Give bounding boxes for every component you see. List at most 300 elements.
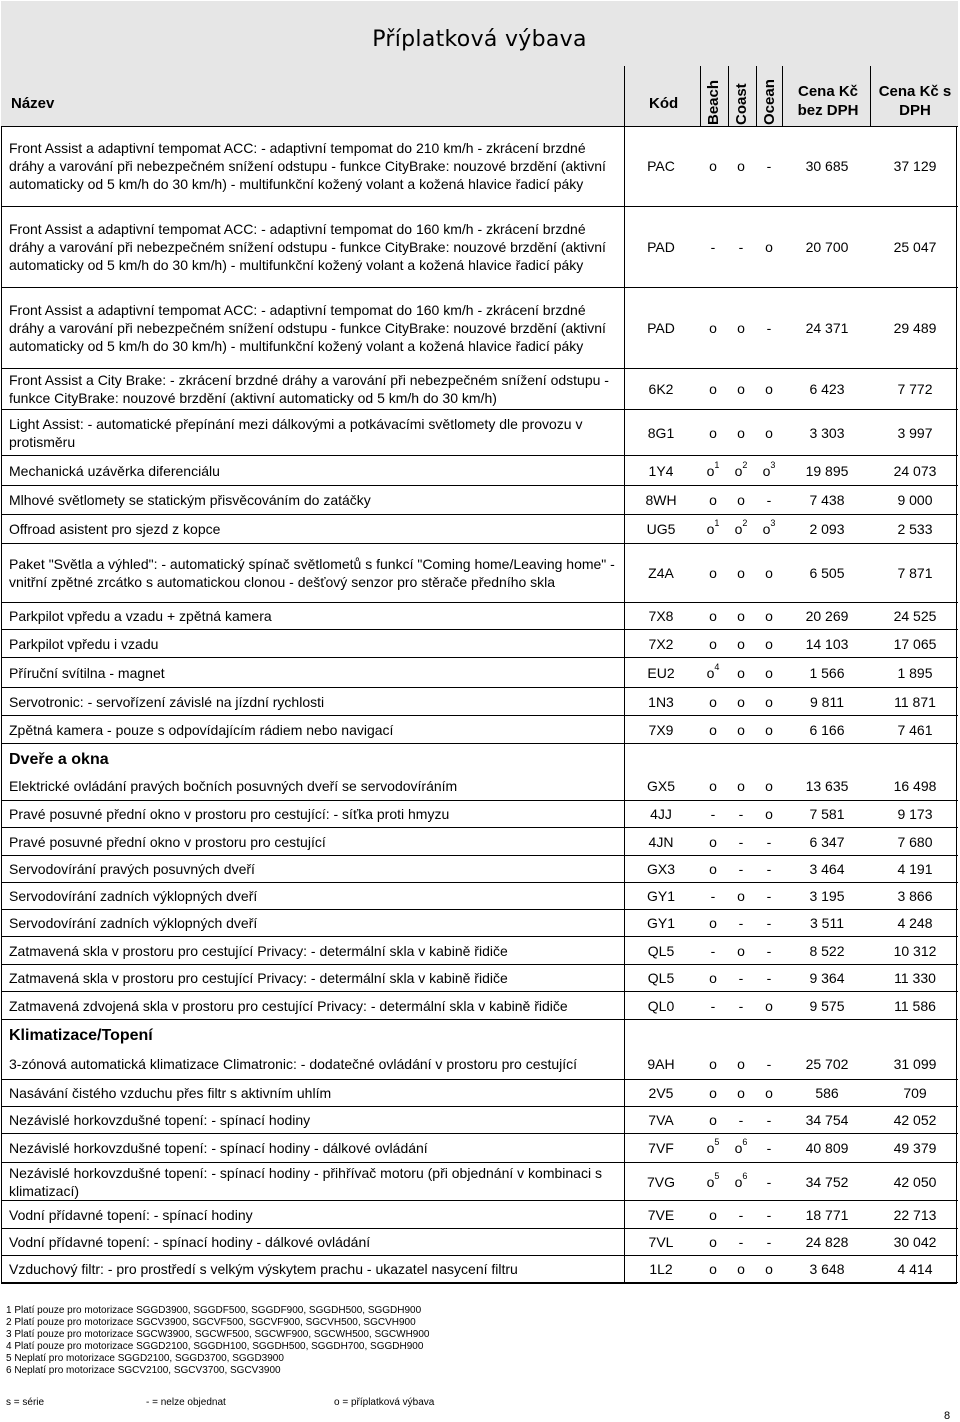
- price-net: [783, 970, 871, 986]
- option-code-text: 7VE: [647, 1206, 675, 1223]
- section-heading-label: Dveře a okna: [9, 751, 109, 768]
- ocean-availability: [757, 425, 781, 441]
- price-gross: [873, 722, 957, 738]
- option-code: [623, 722, 699, 738]
- price-net: [783, 239, 871, 255]
- table-row: [1, 856, 958, 883]
- coast-availability-text: -: [738, 861, 744, 877]
- table-row: [1, 207, 958, 288]
- price-gross-text: 31 099: [893, 1055, 937, 1072]
- coast-availability: [729, 1112, 753, 1128]
- option-code-text: 1Y4: [648, 462, 674, 479]
- beach-availability: [701, 998, 725, 1014]
- option-code-text: QL0: [647, 997, 675, 1014]
- option-code: [623, 1085, 699, 1101]
- header-price-gross: Cena Kč s DPH: [878, 83, 952, 119]
- beach-availability: [701, 694, 725, 710]
- ocean-availability-text: o: [765, 693, 773, 710]
- price-net: [783, 320, 871, 336]
- beach-availability-text: o: [709, 565, 717, 581]
- coast-availability-text: o: [734, 1173, 743, 1190]
- beach-availability: [701, 459, 725, 479]
- option-name-text: Vzduchový filtr: - pro prostředí s velkým výskytem prachu - ukazatel nasycení filtru: [9, 1261, 518, 1277]
- price-net-text: 586: [815, 1085, 839, 1101]
- option-name: [9, 491, 619, 509]
- table-row: [1, 1229, 958, 1256]
- price-gross-text: 42 052: [893, 1112, 937, 1128]
- option-name-text: Servotronic: - servořízení závislé na jízdní rychlosti: [9, 693, 325, 710]
- coast-availability-text: -: [738, 833, 744, 850]
- price-net-text: 2 093: [809, 521, 845, 537]
- option-name: [9, 555, 619, 591]
- ocean-availability-text: o: [765, 997, 773, 1014]
- price-net-text: 7 438: [809, 492, 845, 508]
- coast-availability: [729, 158, 753, 174]
- coast-availability: [729, 1207, 753, 1223]
- beach-availability-text: o: [709, 1112, 717, 1128]
- coast-availability: [729, 1085, 753, 1101]
- price-net-text: 9 811: [810, 693, 844, 710]
- table-row: [1, 828, 958, 856]
- ocean-availability-text: -: [766, 1234, 772, 1250]
- ocean-availability: [757, 381, 781, 397]
- footnotes: [6, 1305, 429, 1377]
- option-name: [9, 887, 619, 905]
- option-name-text: Light Assist: - automatické přepínání mezi dálkovými a potkávacími světlomety dle provozu v protisměru: [9, 415, 583, 450]
- price-net: [783, 1207, 871, 1223]
- coast-availability: [729, 998, 753, 1014]
- price-gross: [873, 608, 957, 624]
- option-code: [623, 320, 699, 336]
- table-row: [1, 688, 958, 716]
- table-row: [1, 1048, 958, 1080]
- option-name-text: Pravé posuvné přední okno v prostoru pro cestující: - síťka proti hmyzu: [9, 806, 450, 822]
- option-name: [9, 914, 619, 932]
- beach-availability: [701, 834, 725, 850]
- beach-availability-text: o: [709, 778, 717, 794]
- table-row: [1, 883, 958, 910]
- ocean-availability: [757, 665, 781, 681]
- option-name-text: Nezávislé horkovzdušné topení: - spínací hodiny - dálkové ovládání: [9, 1140, 428, 1156]
- ocean-availability: [757, 943, 781, 959]
- table-row: [1, 515, 958, 544]
- header-ocean: Ocean: [761, 79, 778, 125]
- table-row: [1, 288, 958, 369]
- option-name-text: Servodovírání zadních výklopných dveří: [9, 915, 258, 931]
- footnote-ref: 3: [770, 518, 776, 528]
- beach-availability-text: o: [709, 1261, 717, 1277]
- price-gross-text: 29 489: [893, 320, 937, 336]
- option-name: [9, 1055, 619, 1073]
- ocean-availability: [757, 1174, 781, 1190]
- price-gross-text: 17 065: [893, 635, 937, 652]
- coast-availability: [729, 239, 753, 255]
- page-number: 8: [944, 1410, 951, 1422]
- table-row: [1, 965, 958, 992]
- beach-availability: [701, 1261, 725, 1277]
- option-name-text: Pravé posuvné přední okno v prostoru pro cestující: [9, 833, 326, 850]
- price-gross: [873, 665, 957, 681]
- beach-availability-text: o: [706, 462, 715, 479]
- coast-availability-text: o: [737, 693, 745, 710]
- table-row: [1, 992, 958, 1020]
- price-net: [783, 381, 871, 397]
- option-code-text: Z4A: [648, 565, 674, 581]
- price-net-text: 20 269: [805, 608, 849, 624]
- beach-availability: [701, 239, 725, 255]
- price-net: [783, 565, 871, 581]
- footnote: 4 Platí pouze pro motorizace SGGD2100, SGGDH100, SGGDH500, SGGDH700, SGGDH900: [6, 1341, 424, 1352]
- price-gross: [873, 381, 957, 397]
- option-code-text: PAC: [647, 158, 675, 174]
- coast-availability-text: o: [734, 462, 743, 479]
- price-gross: [873, 1085, 957, 1101]
- table-row: [1, 486, 958, 515]
- coast-availability-text: o: [734, 1140, 743, 1156]
- price-gross-text: 24 525: [893, 608, 937, 624]
- ocean-availability-text: o: [765, 565, 773, 581]
- coast-availability-text: o: [737, 635, 745, 652]
- column-divider: [700, 66, 701, 126]
- price-net-text: 14 103: [805, 635, 849, 652]
- option-name: [9, 693, 619, 711]
- price-gross: [873, 463, 957, 479]
- beach-availability-text: o: [709, 970, 717, 986]
- header-name: Název: [11, 95, 55, 112]
- ocean-availability: [757, 970, 781, 986]
- option-code: [623, 1112, 699, 1128]
- ocean-availability: [757, 834, 781, 850]
- beach-availability-text: o: [709, 861, 717, 877]
- price-gross-text: 22 713: [893, 1206, 937, 1223]
- ocean-availability: [757, 1056, 781, 1072]
- ocean-availability: [757, 239, 781, 255]
- beach-availability: [701, 492, 725, 508]
- price-net-text: 6 505: [809, 565, 845, 581]
- option-name-text: Mechanická uzávěrka diferenciálu: [9, 462, 220, 479]
- option-name: [9, 942, 619, 960]
- beach-availability: [701, 518, 725, 537]
- coast-availability-text: o: [737, 942, 745, 959]
- ocean-availability: [757, 806, 781, 822]
- coast-availability-text: o: [737, 664, 745, 681]
- price-net: [783, 1112, 871, 1128]
- coast-availability: [729, 1261, 753, 1277]
- price-net: [783, 463, 871, 479]
- option-code: [623, 915, 699, 931]
- beach-availability: [701, 320, 725, 336]
- option-code-text: 4JN: [648, 833, 674, 850]
- price-gross: [873, 1261, 957, 1277]
- option-code: [623, 492, 699, 508]
- table-row: [1, 603, 958, 630]
- price-gross-text: 49 379: [893, 1140, 937, 1156]
- option-code: [623, 888, 699, 904]
- price-net: [783, 834, 871, 850]
- column-divider: [782, 66, 783, 126]
- price-gross: [873, 694, 957, 710]
- option-name: [9, 1233, 619, 1251]
- price-net-text: 1 566: [809, 664, 845, 681]
- option-code-text: 7X2: [648, 635, 674, 652]
- price-net-text: 3 303: [809, 424, 845, 441]
- ocean-availability-text: o: [765, 381, 773, 397]
- beach-availability-text: o: [709, 608, 717, 624]
- option-name-text: Front Assist a adaptivní tempomat ACC: - adaptivní tempomat do 160 km/h - zkrácení brzdné dráhy a varování při nebezpečném snížení odstupu - funkce CityBrake: nouzové brzdění (aktivní automaticky od 5 km/h do 30 km/h) - multifunkční kožený volant a kožená hlavice řadicí páky: [9, 221, 606, 273]
- option-code-text: 9AH: [647, 1055, 675, 1072]
- option-name: [9, 415, 619, 451]
- legend-optional: o = příplatková výbava: [334, 1397, 435, 1408]
- table-row: [1, 772, 958, 801]
- price-net-text: 3 464: [809, 861, 845, 877]
- price-net-text: 19 895: [805, 462, 849, 479]
- ocean-availability-text: -: [766, 158, 772, 174]
- price-gross: [873, 1140, 957, 1156]
- option-name: [9, 220, 619, 274]
- ocean-availability-text: o: [765, 635, 773, 652]
- option-name-text: Nezávislé horkovzdušné topení: - spínací hodiny: [9, 1112, 311, 1128]
- option-code-text: PAD: [647, 320, 675, 336]
- option-name: [9, 371, 619, 407]
- table-row: [1, 544, 958, 603]
- beach-availability-text: o: [709, 492, 717, 508]
- coast-availability-text: o: [737, 1055, 745, 1072]
- coast-availability: [729, 694, 753, 710]
- beach-availability: [701, 915, 725, 931]
- price-net-text: 9 575: [809, 997, 845, 1014]
- beach-availability-text: o: [709, 424, 717, 441]
- option-code-text: 1L2: [649, 1261, 673, 1277]
- price-gross-text: 3 997: [897, 424, 933, 441]
- footnote-ref: 1: [714, 459, 720, 470]
- beach-availability: [701, 888, 725, 904]
- title-band: [1, 1, 958, 67]
- option-code: [623, 1174, 699, 1190]
- option-code: [623, 636, 699, 652]
- price-gross-text: 709: [903, 1085, 927, 1101]
- legend-serie: s = série: [6, 1397, 45, 1408]
- price-gross: [873, 320, 957, 336]
- ocean-availability: [757, 608, 781, 624]
- beach-availability: [701, 1137, 725, 1156]
- coast-availability: [729, 1056, 753, 1072]
- option-code-text: 4JJ: [650, 806, 672, 822]
- beach-availability-text: o: [709, 158, 717, 174]
- price-gross-text: 4 414: [897, 1261, 933, 1277]
- price-gross: [873, 1234, 957, 1250]
- price-net-text: 6 347: [809, 833, 845, 850]
- ocean-availability-text: -: [766, 1112, 772, 1128]
- beach-availability-text: o: [706, 664, 715, 681]
- ocean-availability: [757, 861, 781, 877]
- legend-dash: - = nelze objednat: [146, 1397, 226, 1408]
- option-code: [623, 521, 699, 537]
- ocean-availability-text: o: [765, 424, 773, 441]
- option-name: [9, 1164, 619, 1200]
- option-code-text: 7X9: [648, 721, 674, 738]
- option-name-text: Zatmavená zdvojená skla v prostoru pro cestující Privacy: - determální skla v kabině řidiče: [9, 997, 568, 1014]
- price-gross: [873, 1112, 957, 1128]
- beach-availability: [701, 778, 725, 794]
- option-name: [9, 607, 619, 625]
- option-code: [623, 1261, 699, 1277]
- coast-availability: [729, 834, 753, 850]
- option-name: [9, 139, 619, 193]
- footnote-ref: 3: [770, 459, 776, 470]
- option-code-text: 6K2: [648, 381, 674, 397]
- ocean-availability: [757, 1140, 781, 1156]
- beach-availability-text: o: [706, 1173, 715, 1190]
- option-name-text: Vodní přídavné topení: - spínací hodiny - dálkové ovládání: [9, 1234, 371, 1250]
- ocean-availability-text: o: [765, 1085, 773, 1101]
- beach-availability-text: o: [709, 915, 717, 931]
- option-name-text: Front Assist a adaptivní tempomat ACC: - adaptivní tempomat do 160 km/h - zkrácení brzdné dráhy a varování při nebezpečném snížení odstupu - funkce CityBrake: nouzové brzdění (aktivní automaticky od 5 km/h do 30 km/h) - multifunkční kožený volant a kožená hlavice řadicí páky: [9, 302, 606, 354]
- option-name: [9, 805, 619, 823]
- ocean-availability-text: o: [765, 239, 773, 255]
- table-row: [1, 1256, 958, 1283]
- price-gross-text: 2 533: [897, 521, 933, 537]
- price-net-text: 8 522: [809, 942, 845, 959]
- price-net: [783, 158, 871, 174]
- ocean-availability: [757, 158, 781, 174]
- option-name-text: Vodní přídavné topení: - spínací hodiny: [9, 1206, 253, 1223]
- price-gross-text: 24 073: [893, 462, 937, 479]
- price-net-text: 20 700: [805, 239, 849, 255]
- option-code: [623, 608, 699, 624]
- ocean-availability: [757, 915, 781, 931]
- beach-availability-text: -: [710, 888, 716, 904]
- price-net: [783, 1261, 871, 1277]
- coast-availability-text: -: [738, 806, 744, 822]
- beach-availability: [701, 1112, 725, 1128]
- option-code-text: QL5: [647, 942, 675, 959]
- coast-availability: [729, 381, 753, 397]
- ocean-availability-text: o: [765, 721, 773, 738]
- ocean-availability: [757, 694, 781, 710]
- price-gross-text: 25 047: [893, 239, 937, 255]
- ocean-availability-text: -: [766, 1173, 772, 1190]
- option-code: [623, 694, 699, 710]
- beach-availability: [701, 425, 725, 441]
- option-name-text: Mlhové světlomety se statickým přisvěcováním do zatáčky: [9, 492, 371, 508]
- footnote-ref: 6: [742, 1137, 748, 1147]
- option-code: [623, 834, 699, 850]
- price-gross: [873, 565, 957, 581]
- footnote-ref: 2: [742, 518, 748, 528]
- beach-availability-text: o: [709, 833, 717, 850]
- ocean-availability-text: -: [766, 1140, 772, 1156]
- price-net-text: 3 511: [810, 915, 844, 931]
- ocean-availability-text: -: [766, 942, 772, 959]
- price-net: [783, 778, 871, 794]
- ocean-availability-text: -: [766, 915, 772, 931]
- beach-availability-text: -: [710, 806, 716, 822]
- coast-availability-text: o: [737, 381, 745, 397]
- footnote-ref: 6: [742, 1170, 748, 1181]
- price-gross: [873, 915, 957, 931]
- price-gross: [873, 861, 957, 877]
- coast-availability-text: o: [737, 888, 745, 904]
- header-price-net: Cena Kč bez DPH: [797, 83, 859, 119]
- price-gross-text: 16 498: [893, 778, 937, 794]
- option-name-text: Zatmavená skla v prostoru pro cestující Privacy: - determální skla v kabině řidiče: [9, 942, 508, 959]
- beach-availability-text: -: [710, 239, 716, 255]
- coast-availability-text: -: [738, 1234, 744, 1250]
- price-gross: [873, 834, 957, 850]
- coast-availability-text: o: [737, 608, 745, 624]
- beach-availability: [701, 565, 725, 581]
- beach-availability: [701, 1207, 725, 1223]
- option-name-text: Front Assist a adaptivní tempomat ACC: - adaptivní tempomat do 210 km/h - zkrácení brzdné dráhy a varování při nebezpečném snížení odstupu - funkce CityBrake: nouzové brzdění (aktivní automaticky od 5 km/h do 30 km/h) - multifunkční kožený volant a kožená hlavice řadicí páky: [9, 140, 606, 192]
- price-net: [783, 1174, 871, 1190]
- coast-availability-text: o: [737, 565, 745, 581]
- price-net-text: 6 423: [809, 381, 845, 397]
- option-name-text: Zpětná kamera - pouze s odpovídajícím rádiem nebo navigací: [9, 721, 394, 738]
- beach-availability: [701, 861, 725, 877]
- beach-availability: [701, 1170, 725, 1190]
- table-row: [1, 630, 958, 658]
- column-divider: [870, 66, 871, 126]
- price-net: [783, 694, 871, 710]
- price-net: [783, 998, 871, 1014]
- ocean-availability: [757, 722, 781, 738]
- ocean-availability-text: -: [766, 320, 772, 336]
- coast-availability: [729, 1234, 753, 1250]
- table-row: [1, 801, 958, 828]
- option-code-text: 7X8: [648, 608, 674, 624]
- coast-availability-text: -: [738, 1206, 744, 1223]
- price-gross: [873, 158, 957, 174]
- option-code-text: 7VA: [648, 1112, 674, 1128]
- option-code-text: 2V5: [648, 1085, 674, 1101]
- header-coast: Coast: [733, 83, 750, 125]
- table-row: [1, 1163, 958, 1201]
- option-name-text: Paket "Světla a výhled": - automatický spínač světlometů s funkcí "Coming home/Leaving home" - vnitřní zpětné zrcátko s automatickou clonou - dešťový senzor pro stěrače předního skla: [9, 556, 615, 590]
- option-name-text: Front Assist a City Brake: - zkrácení brzdné dráhy a varování při nebezpečném snížení odstupu - funkce CityBrake: nouzové brzdění (aktivní automaticky od 5 km/h do 30 km/h): [9, 372, 609, 406]
- price-net: [783, 1056, 871, 1072]
- coast-availability: [729, 425, 753, 441]
- table-row: [1, 1201, 958, 1229]
- price-gross: [873, 492, 957, 508]
- option-code: [623, 1056, 699, 1072]
- price-net: [783, 888, 871, 904]
- price-net: [783, 1234, 871, 1250]
- option-name-text: Parkpilot vpředu i vzadu: [9, 635, 159, 652]
- option-code: [623, 665, 699, 681]
- table-header: [1, 66, 958, 127]
- option-code-text: GX3: [646, 861, 675, 877]
- price-net-text: 25 702: [805, 1055, 849, 1072]
- option-code-text: 7VF: [648, 1140, 674, 1156]
- price-net: [783, 915, 871, 931]
- price-gross: [873, 1207, 957, 1223]
- price-net: [783, 1085, 871, 1101]
- option-code-text: UG5: [646, 521, 676, 537]
- option-code-text: EU2: [647, 664, 675, 681]
- price-net-text: 3 648: [809, 1261, 845, 1277]
- price-net: [783, 943, 871, 959]
- option-code-text: GY1: [646, 915, 675, 931]
- option-name: [9, 462, 619, 480]
- price-net: [783, 861, 871, 877]
- price-gross: [873, 778, 957, 794]
- price-net-text: 3 195: [809, 888, 845, 904]
- coast-availability-text: -: [738, 239, 744, 255]
- option-code: [623, 861, 699, 877]
- price-net-text: 34 752: [805, 1173, 849, 1190]
- price-gross: [873, 888, 957, 904]
- table-row: [1, 910, 958, 937]
